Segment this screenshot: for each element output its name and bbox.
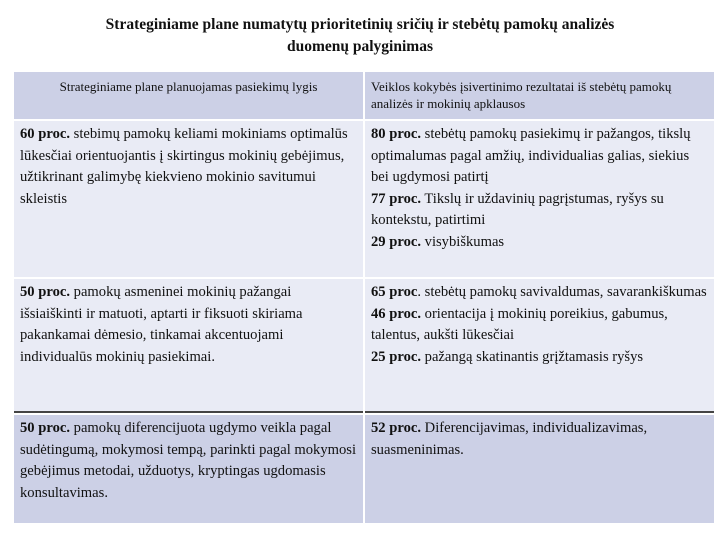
cell-text: pamokų diferencijuota ugdymo veikla pagal sudėtingumą, mokymosi tempą, parinkti pagal mokymosi gebėjimus metodai, užduotys, kryptingas ugdomasis konsultavimas. xyxy=(20,420,357,501)
result-cell xyxy=(365,279,714,413)
result-line xyxy=(371,232,708,254)
cell-text: orientacija į mokinių poreikius, gabumus, talentus, aukšti lūkesčiai xyxy=(371,305,668,343)
result-line xyxy=(371,418,708,461)
page-title-line-1: Strateginiame plane numatytų prioritetinių sričių ir stebėtų pamokų analizės xyxy=(105,16,615,33)
result-line xyxy=(371,124,708,189)
result-line xyxy=(371,347,708,369)
cell-text: visybiškumas xyxy=(421,233,505,250)
planned-cell xyxy=(14,279,363,413)
percent-value: 25 proc. xyxy=(371,348,421,365)
cell-text: pamokų asmeninei mokinių pažangai išsiaiškinti ir matuoti, aptarti ir fiksuoti skiriama pakankamai dėmesio, tinkamai akcentuojami individualūs mokinių pasiekimai. xyxy=(20,284,303,365)
percent-value: 50 proc. xyxy=(20,420,70,436)
percent-value: 80 proc. xyxy=(371,126,421,142)
planned-cell xyxy=(14,415,363,523)
cell-text: stebėtų pamokų pasiekimų ir pažangos, tikslų optimalumas pagal amžių, individualias galias, siekius bei ugdymosi patirtį xyxy=(371,126,691,185)
result-line xyxy=(371,282,708,304)
result-line xyxy=(371,304,708,347)
table-row xyxy=(14,415,714,523)
result-line xyxy=(371,189,708,232)
cell-text: stebimų pamokų keliami mokiniams optimalūs lūkesčiai orientuojantis į skirtingus mokinių gebėjimus, užtikrinant galimybę kiekvieno mokinio savitumui skleistis xyxy=(20,126,348,207)
table-row xyxy=(14,121,714,277)
page-title xyxy=(0,14,720,58)
cell-text: Tikslų ir uždavinių pagrįstumas, ryšys su kontekstu, patirtimi xyxy=(371,190,664,228)
percent-value: 50 proc. xyxy=(20,284,70,300)
header-planned-level: Strateginiame plane planuojamas pasiekimų lygis xyxy=(14,72,363,119)
header-evaluation-results: Veiklos kokybės įsivertinimo rezultatai iš stebėtų pamokų analizės ir mokinių apklausos xyxy=(365,72,714,119)
page-title-line-2: duomenų palyginimas xyxy=(286,38,433,55)
cell-text: Diferencijavimas, individualizavimas, suasmeninimas. xyxy=(371,420,648,458)
percent-value: 60 proc. xyxy=(20,126,70,142)
cell-text: pažangą skatinantis grįžtamasis ryšys xyxy=(421,348,644,365)
table-row xyxy=(14,279,714,413)
result-cell xyxy=(365,415,714,523)
percent-value: 29 proc. xyxy=(371,233,421,250)
comparison-table xyxy=(12,70,716,525)
cell-text: . stebėtų pamokų savivaldumas, savarankiškumas xyxy=(417,284,707,300)
planned-cell xyxy=(14,121,363,277)
percent-value: 77 proc. xyxy=(371,190,421,207)
result-cell xyxy=(365,121,714,277)
percent-value: 52 proc. xyxy=(371,420,421,436)
percent-value: 65 proc xyxy=(371,284,418,300)
table-header-row xyxy=(14,72,714,119)
percent-value: 46 proc. xyxy=(371,305,421,322)
